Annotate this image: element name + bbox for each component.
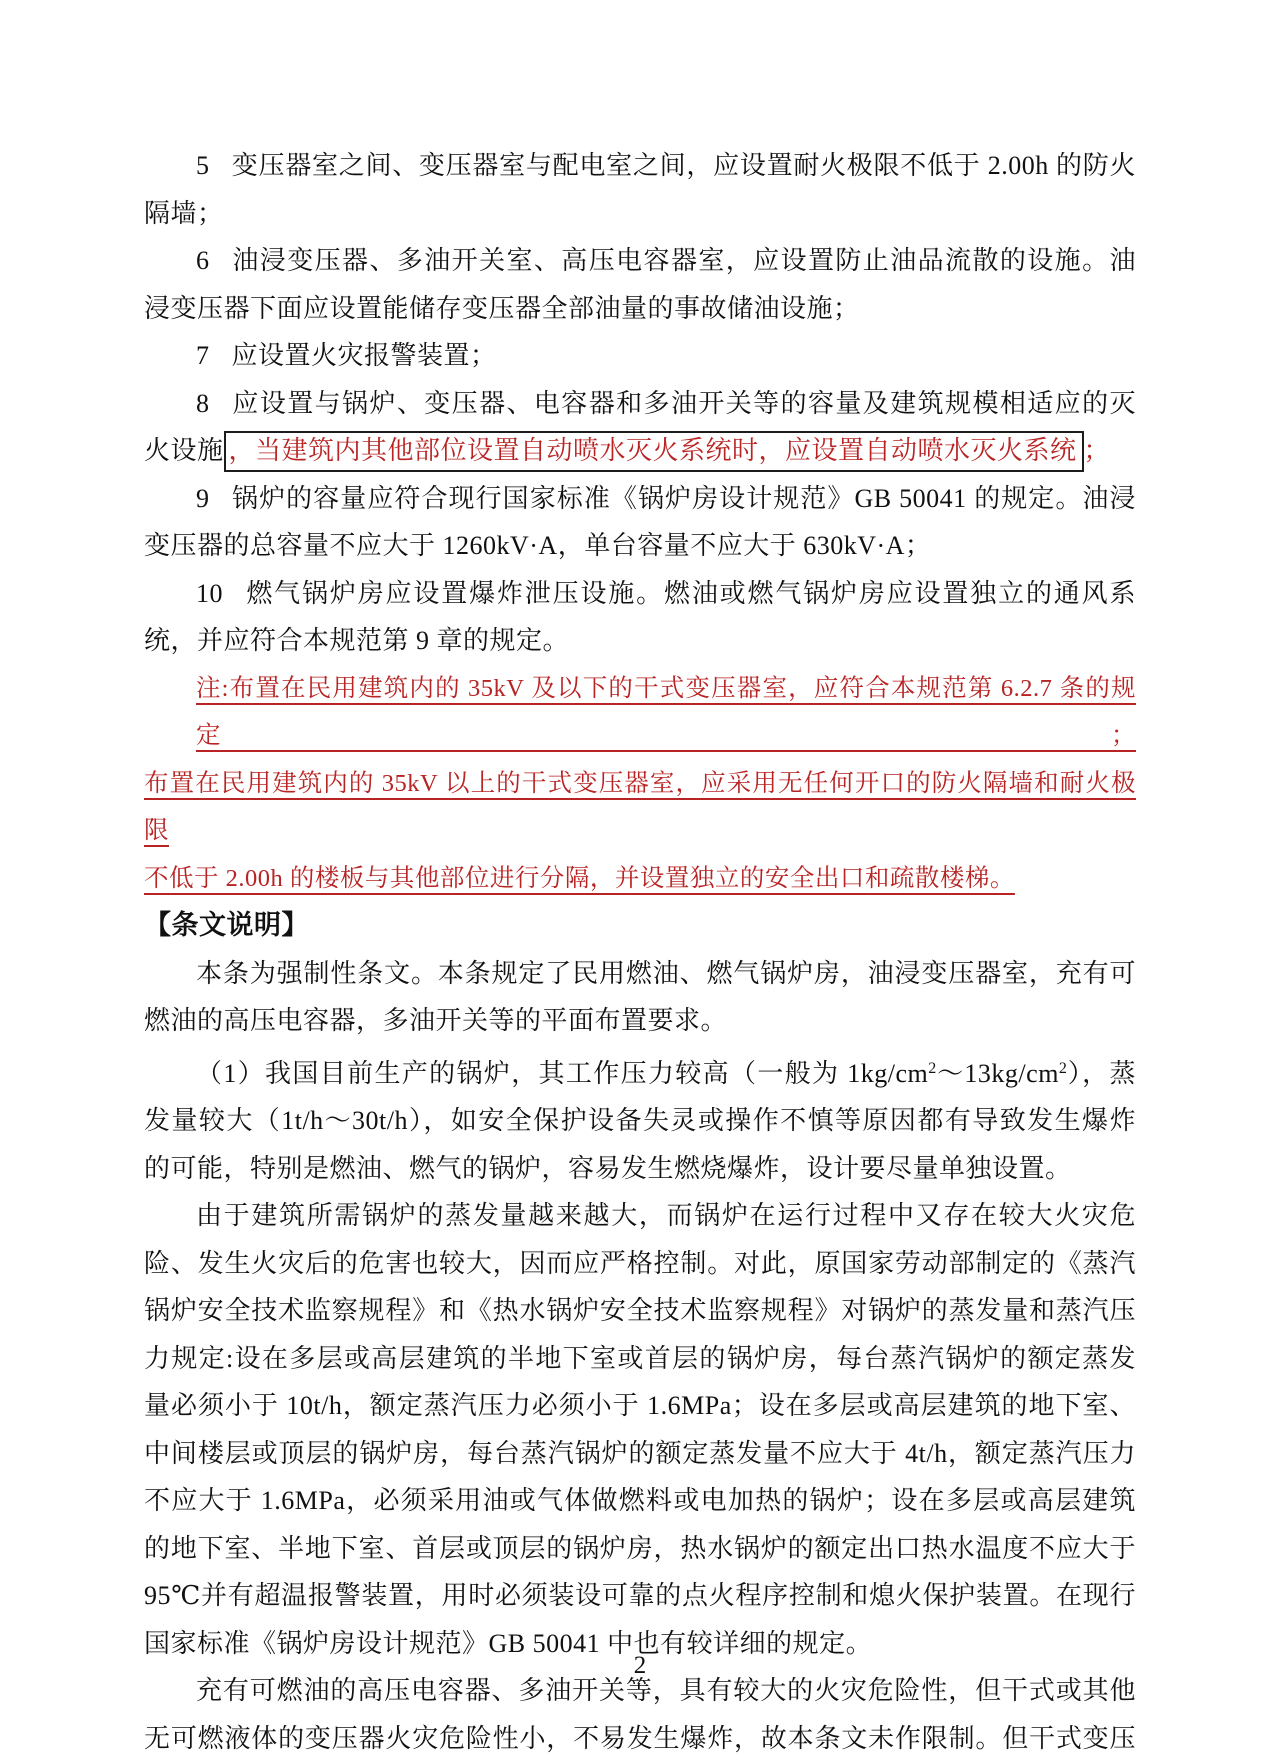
para-3-line-2	[144, 1240, 1136, 1288]
text-run: ～13kg/cm	[936, 1059, 1059, 1088]
text-run: 燃气锅炉房应设置爆炸泄压设施。燃油或燃气锅炉房应设置独立的通风系	[245, 579, 1136, 608]
para-3-line-3	[144, 1287, 1136, 1335]
text-run: 力规定:设在多层或高层建筑的半地下室或首层的锅炉房，每台蒸汽锅炉的额定蒸发	[144, 1344, 1136, 1373]
note-line-3	[144, 855, 1136, 903]
text-run: 统，并应符合本规范第 9 章的规定。	[144, 626, 569, 655]
item-number: 6	[196, 237, 210, 285]
text-run: ），蒸	[1067, 1059, 1136, 1088]
note-line-2	[144, 760, 1136, 855]
para-3-line-1	[144, 1192, 1136, 1240]
page-number: 2	[0, 1652, 1280, 1680]
text-run: 中间楼层或顶层的锅炉房，每台蒸汽锅炉的额定蒸发量不应大于 4t/h，额定蒸汽压力	[144, 1439, 1136, 1468]
text-run: 发量较大（1t/h～30t/h），如安全保护设备失灵或操作不慎等原因都有导致发生爆炸	[144, 1106, 1136, 1135]
text-run: 险、发生火灾后的危害也较大，因而应严格控制。对此，原国家劳动部制定的《蒸汽	[144, 1249, 1136, 1278]
item-5-line-2	[144, 190, 1136, 238]
para-3-line-6	[144, 1430, 1136, 1478]
text-run: 不应大于 1.6MPa，必须采用油或气体做燃料或电加热的锅炉；设在多层或高层建筑	[144, 1486, 1136, 1515]
item-number: 5	[196, 142, 210, 190]
item-9-line-1	[144, 475, 1136, 523]
para-3-line-4	[144, 1335, 1136, 1383]
item-number: 7	[196, 332, 210, 380]
item-6-line-2	[144, 285, 1136, 333]
text-run: 注:布置在民用建筑内的 35kV 及以下的干式变压器室，应符合本规范第 6.2.7 条的规定；	[196, 675, 1136, 750]
document-content	[144, 142, 1136, 1762]
text-run: 隔墙；	[144, 199, 224, 228]
text-run: 锅炉的容量应符合现行国家标准《锅炉房设计规范》GB 50041 的规定。油浸	[232, 484, 1137, 513]
text-run: 应设置与锅炉、变压器、电容器和多油开关等的容量及建筑规模相适应的灭	[232, 389, 1137, 418]
note-line-1	[144, 665, 1136, 760]
text-run: 本条为强制性条文。本条规定了民用燃油、燃气锅炉房，油浸变压器室，充有可	[196, 959, 1136, 988]
item-6-line-1	[144, 237, 1136, 285]
item-5-line-1	[144, 142, 1136, 190]
section-heading	[144, 902, 1136, 950]
text-run: 变压器的总容量不应大于 1260kV·A，单台容量不应大于 630kV·A；	[144, 531, 931, 560]
para-4-line-2	[144, 1715, 1136, 1762]
item-9-line-2	[144, 522, 1136, 570]
para-3-line-9	[144, 1572, 1136, 1620]
text-run: 由于建筑所需锅炉的蒸发量越来越大，而锅炉在运行过程中又存在较大火灾危	[196, 1201, 1136, 1230]
item-8-line-1	[144, 380, 1136, 428]
item-7-line-1	[144, 332, 1136, 380]
text-run: 95℃并有超温报警装置，用时必须装设可靠的点火程序控制和熄火保护装置。在现行	[144, 1581, 1136, 1610]
text-run: 不低于 2.00h 的楼板与其他部位进行分隔，并设置独立的安全出口和疏散楼梯。	[144, 865, 1015, 892]
boxed-red-text: ，当建筑内其他部位设置自动喷水灭火系统时，应设置自动喷水灭火系统	[224, 431, 1084, 472]
red-text-run: ；	[1084, 436, 1111, 465]
para-1-line-2	[144, 997, 1136, 1045]
text-run: 应设置火灾报警装置；	[232, 341, 497, 370]
text-run: 量必须小于 10t/h，额定蒸汽压力必须小于 1.6MPa；设在多层或高层建筑的地下室、	[144, 1391, 1136, 1420]
text-run: 浸变压器下面应设置能储存变压器全部油量的事故储油设施；	[144, 294, 860, 323]
text-run: 【条文说明】	[144, 910, 309, 940]
text-run: 无可燃液体的变压器火灾危险性小，不易发生爆炸，故本条文未作限制。但干式变压	[144, 1724, 1136, 1753]
text-run: 的地下室、半地下室、首层或顶层的锅炉房，热水锅炉的额定出口热水温度不应大于	[144, 1534, 1136, 1563]
text-run: 变压器室之间、变压器室与配电室之间，应设置耐火极限不低于 2.00h 的防火	[232, 151, 1137, 180]
item-number: 9	[196, 475, 210, 523]
text-run: 充有可燃油的高压电容器、多油开关等，具有较大的火灾危险性，但干式或其他	[196, 1676, 1136, 1705]
text-run: 燃油的高压电容器，多油开关等的平面布置要求。	[144, 1006, 727, 1035]
para-2-line-2	[144, 1097, 1136, 1145]
item-10-line-2	[144, 617, 1136, 665]
item-number: 10	[196, 570, 223, 618]
item-8-line-2	[144, 427, 1136, 475]
text-run: 锅炉安全技术监察规程》和《热水锅炉安全技术监察规程》对锅炉的蒸发量和蒸汽压	[144, 1296, 1136, 1325]
para-2-line-1	[144, 1045, 1136, 1098]
item-number: 8	[196, 380, 210, 428]
para-3-line-5	[144, 1382, 1136, 1430]
para-1-line-1	[144, 950, 1136, 998]
item-10-line-1	[144, 570, 1136, 618]
text-run: 的可能，特别是燃油、燃气的锅炉，容易发生燃烧爆炸，设计要尽量单独设置。	[144, 1154, 1072, 1183]
text-run: 油浸变压器、多油开关室、高压电容器室，应设置防止油品流散的设施。油	[232, 246, 1137, 275]
text-run: 布置在民用建筑内的 35kV 以上的干式变压器室，应采用无任何开口的防火隔墙和耐火极限	[144, 770, 1136, 845]
superscript-digit: 2	[1059, 1060, 1067, 1077]
superscript-digit: 2	[928, 1060, 936, 1077]
para-3-line-7	[144, 1477, 1136, 1525]
text-run: 国家标准《锅炉房设计规范》GB 50041 中也有较详细的规定。	[144, 1629, 872, 1658]
text-run: 火设施	[144, 436, 224, 465]
para-2-line-3	[144, 1145, 1136, 1193]
para-3-line-8	[144, 1525, 1136, 1573]
text-run: （1）我国目前生产的锅炉，其工作压力较高（一般为 1kg/cm	[196, 1059, 928, 1088]
